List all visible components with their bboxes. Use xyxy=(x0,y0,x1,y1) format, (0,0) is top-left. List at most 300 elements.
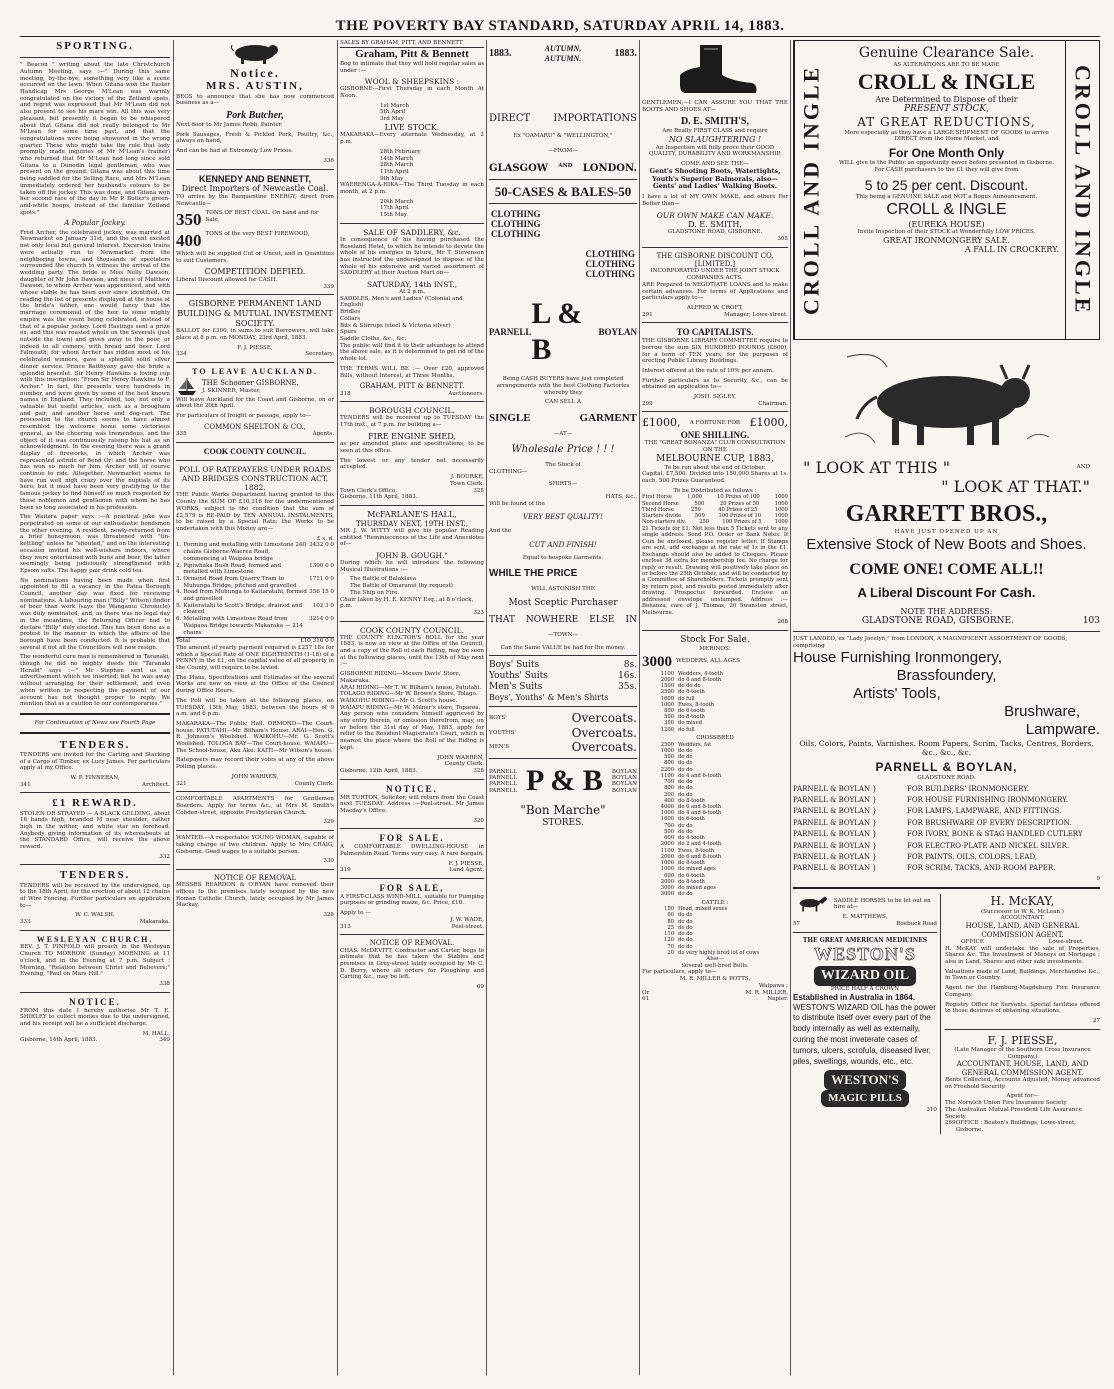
ad-number: 326 xyxy=(323,912,334,919)
pb-firm: PARNELL & BOYLAN } xyxy=(793,864,877,873)
stock-desc: do 4 and 6-tooth xyxy=(678,810,722,817)
boys-youths-shirts: Boys', Youths' & Men's Shirts xyxy=(489,692,609,702)
prize-cell: Third Horse xyxy=(642,506,674,513)
brass: Brassfoundery, xyxy=(896,667,997,685)
pb-list xyxy=(793,785,1100,873)
will-give: WILL give to the Public an opportunity never before presented in Gisborne. For CASH purchasers to the £1 they will give from xyxy=(838,160,1055,174)
borough-body2: as per amended plans and specifications, to be seen at this office. xyxy=(340,441,484,454)
stock-desc: do 4 and 6-tooth xyxy=(678,772,722,779)
column-4 xyxy=(489,40,637,1375)
great-reductions: AT GREAT REDUCTIONS, xyxy=(857,115,1036,130)
stock-count: 3000 xyxy=(660,885,674,892)
price-list xyxy=(489,660,637,692)
ships: Ex "OAMARU" & "WELLINGTON," xyxy=(513,133,613,140)
stock-desc: Wedders, 4-tooth xyxy=(678,670,723,677)
saddlery-time: At 2 p.m. xyxy=(399,289,425,296)
works-row xyxy=(176,563,334,576)
overcoats-2: Overcoats. xyxy=(571,725,637,740)
agent-for: Agent for— xyxy=(1006,1093,1039,1100)
stock-desc: Wedders, fat xyxy=(678,741,712,748)
successor: (Successor to W. K. McLean.) xyxy=(981,908,1064,915)
pb-item: FOR ELECTRO-PLATE AND NICKEL SILVER. xyxy=(907,841,1070,850)
discount: Liberal Discount allowed for CASH. xyxy=(176,277,278,284)
removal-body: MESSRS REARDON & O'RYAN have removed their offices to the premises lately occupied by the new Roman Catholic Church, lately occupied by Mr James Mackay. xyxy=(176,882,334,909)
saddlery-heading: SALE OF SADDLERY, &c. xyxy=(363,227,461,237)
auctioneers: Auctioneers. xyxy=(448,390,484,397)
more-esp: More especially as they have a LARGE SHIPMENT OF GOODS to arrive DIRECT from the Home Market, and xyxy=(844,129,1049,143)
ad-number: 305 xyxy=(777,235,788,242)
live-body: MAKARAKA—Every alternate Wednesday, at 2 p.m. xyxy=(340,132,484,146)
pb-item: FOR HOUSE FURNISHING IRONMONGERY. xyxy=(907,795,1069,804)
stock-desc: do 8-tooth xyxy=(678,797,705,804)
stock-row xyxy=(652,891,788,897)
quality: VERY BEST QUALITY! xyxy=(522,513,603,522)
column-6 xyxy=(793,40,1100,1375)
stock-count: 1000 xyxy=(660,866,674,873)
shilling: ONE SHILLING. xyxy=(680,429,750,440)
wool-heading: WOOL & SHEEPSKINS : xyxy=(364,77,460,87)
stock-count: 600 xyxy=(664,872,674,879)
croll-heading-2: CROLL & INGLE xyxy=(886,201,1007,219)
hall-heading: McFARLANE'S HALL, xyxy=(367,509,457,519)
austin-trade: Pork Butcher, xyxy=(226,109,284,121)
pct: 5 to 25 per cent. Discount. xyxy=(864,176,1029,193)
saddlery-list: SADDLES, Men's and Ladies' (Colonial and English) Bridles Collars Bits & Stirrups (steel & Victoria silver) Spurs Saddle Cloths, &c., &c. xyxy=(340,295,463,342)
direct: DIRECT xyxy=(489,113,531,125)
ccc2-heading: COOK COUNTY COUNCIL. xyxy=(360,625,464,635)
works-value: 102 3 0 xyxy=(312,602,334,609)
stock-count: 2200 xyxy=(660,766,674,773)
no-slaughter: NO SLAUGHTERING ! xyxy=(668,135,762,145)
distributed: To be Distributed as follows : xyxy=(673,487,757,494)
cross-table xyxy=(642,742,788,898)
pb-item: FOR BUILDERS' IRONMONGERY. xyxy=(907,784,1030,793)
price-label: Boys' Suits xyxy=(489,660,540,671)
warren2-date: Gisborne, 12th April, 1883. xyxy=(340,768,418,774)
fall-crockery: A FALL IN CROCKERY. xyxy=(964,245,1059,255)
great-american: THE GREAT AMERICAN MEDICINES xyxy=(802,936,928,944)
pb-row xyxy=(793,785,1100,793)
cut: CUT AND FINISH! xyxy=(529,540,597,549)
stock-sale: Stock For Sale. xyxy=(680,635,750,646)
being-cash: Being CASH BUYERS have just completed arrangements with the best Clothing Factories whereby they xyxy=(496,376,630,396)
works-value: 356 15 0 xyxy=(309,589,334,596)
works-desc: Ormond Road from Quarry Tram to Muhunga Bridge, pitched and gravelled xyxy=(183,575,297,589)
opened: HAVE JUST OPENED UP AN xyxy=(894,529,999,536)
prize-cell: Second Horse xyxy=(642,500,679,507)
kennedy-body2: Which will be supplied Cut or Uncut, and in Quantities to suit Customers. xyxy=(176,251,334,264)
apply-to: Apply to — xyxy=(340,910,371,917)
removal-heading: NOTICE OF REMOVAL xyxy=(213,873,297,882)
single: SINGLE xyxy=(489,412,531,424)
ad-number: 336 xyxy=(323,157,334,164)
prize-cell: Non-starters div. xyxy=(642,519,686,526)
boot-illustration xyxy=(642,40,788,100)
smith-name: D. E. SMITH'S, xyxy=(680,116,750,128)
stock-count: 700 xyxy=(664,822,674,829)
accountant: ACCOUNTANT. xyxy=(1000,915,1045,922)
parnell-stack: PARNELL PARNELL PARNELL PARNELL xyxy=(489,769,517,794)
turton: MR TURTON, Solicitor, will return from the Coast next TUESDAY. Address :—Peel-street. Mr James Macday's Office. xyxy=(340,794,484,814)
stock-desc: do do xyxy=(678,754,693,761)
astonish: WILL ASTONISH THE xyxy=(531,585,595,592)
horse-icon xyxy=(793,894,830,914)
stock-desc: do 8-tooth xyxy=(678,860,705,867)
alterations: AS ALTERATIONS ARE TO BE MADE xyxy=(893,61,1000,68)
westons: WESTON'S xyxy=(814,943,916,964)
prize-cell: 100 Prizes of 10 xyxy=(718,513,762,520)
pb-big-letters: L & B xyxy=(531,297,583,367)
nowhere: NOWHERE xyxy=(525,615,579,626)
ad-number: 310 xyxy=(926,1107,937,1114)
stock-desc: do very highly bred lot of cows xyxy=(678,949,760,956)
also: Also— xyxy=(706,956,724,963)
ad-number: 103 xyxy=(1082,616,1100,627)
discount-co: THE GISBORNE DISCOUNT CO, [LIMITED.] xyxy=(656,251,774,268)
norwich: The Norwich Union Fire Insurance Society The Australian Mutual Provident Life Assurance Society. xyxy=(945,1100,1082,1120)
witty-body: MR J. W. WITTY will give his popular Reading entitled "Reminiscences of the Life and Anecdotes of— xyxy=(340,527,484,548)
first-class: Are Really FIRST CLASS and require xyxy=(662,128,768,135)
stock-count: 1100 xyxy=(660,847,674,854)
established: Established in Australia in 1864. xyxy=(793,993,915,1003)
matthews: E. MATTHEWS, xyxy=(842,914,888,921)
wairoa-body: WAERENGA-A-HIKA—The Third Tuesday in each month, at 2 p.m. xyxy=(340,182,484,196)
capitalists: TO CAPITALISTS. xyxy=(676,327,754,338)
ad-number: 332 xyxy=(159,853,170,860)
stock-count: 1600 xyxy=(660,695,674,702)
live-dates: 28th February 14th March 28th March 11th April 9th May xyxy=(380,148,421,182)
wesleyan-heading: WESLEYAN CHURCH. xyxy=(36,934,154,944)
melbourne: MELBOURNE CUP, 1883, xyxy=(656,453,774,464)
stock-desc: do do xyxy=(678,891,693,898)
parnell: PARNELL xyxy=(489,326,532,337)
security: Further particulars as to Security &c., can be obtained on application to— xyxy=(642,377,788,391)
stock-desc: do 8-tooth xyxy=(678,878,705,885)
perm-sig: F. J. PIESSE, xyxy=(237,344,273,351)
ridings: GISBORNE RIDING—Messrs Davis' Store, Makaraka. ARAI RIDING—Mr T. W. Bilham's house, Patutahi. TOLAGO RIDING—Mr W. Brown's Store, Tolago. WAIKOHU RIDING—Mr G. Scott's house. WAIAPU RIDING—Mr W. Milner's store, Toparoa. xyxy=(340,671,482,711)
pb-row xyxy=(793,819,1100,827)
total-label: Total xyxy=(176,638,191,645)
stock-desc: do do do xyxy=(678,683,701,690)
pb-firm: PARNELL & BOYLAN } xyxy=(793,852,877,861)
liberal-discount: A Liberal Discount For Cash. xyxy=(857,585,1036,601)
pb-row xyxy=(793,830,1100,838)
stock-count: 200 xyxy=(664,791,674,798)
stock-desc: do 8-tooth xyxy=(678,714,705,721)
works-number: 4. xyxy=(176,589,182,596)
austin-body: BEGS to announce that she has now commenced business as a— xyxy=(176,93,334,107)
works-row xyxy=(176,589,334,602)
prize-cell: 10 Prizes of 100 xyxy=(717,494,760,501)
merinos: MERINOS: xyxy=(699,645,731,652)
goods-list: Gent's Shooting Boots, Watertights, Youth's Superior Balmorals, also— Gents' and Ladies' Walking Boots. xyxy=(649,166,781,191)
clothing-stack-2: CLOTHING CLOTHING CLOTHING xyxy=(585,249,635,279)
ad-number: 69 xyxy=(476,984,484,991)
schooner-name: THE Schooner GISBORNE, xyxy=(202,379,299,388)
reward-heading: £1 REWARD. xyxy=(52,797,138,810)
drawn: To be run about the end of October. xyxy=(664,464,766,471)
pb-firm: PARNELL & BOYLAN } xyxy=(793,818,877,827)
stock-count: 2000 xyxy=(660,878,674,885)
tickets: 21 Tickets for £1. Not less than 5 Tickets sent to any single address. Send P.O. Order or Bank Notes. If Coin be enclosed, please register letter. If Stamps are sent, add exchange at the rate of 1s in the £1. Exchange should also be added to Cheques. Please enclose 3d extra for membership fee. No charge for reply or result. Drawing will positively take place on or before the 25th October, and will be conducted by a Committee of Shareholders. Tickets promptly sent by return post, and results posted immediately after drawing. Prospectus forwarded. Enclose an addressed envelope unstamped. Address :— Bonanza, care of J. Thomas, 20 Swanston street, Melbourne. xyxy=(642,525,788,616)
coal-text: TONS OF BEST COAL. On hand and for Sale, xyxy=(205,210,319,223)
can-sell: CAN SELL A xyxy=(544,399,582,406)
ad-number: 319 xyxy=(340,867,351,874)
wool-body: GISBORNE—First Thursday in each Month At Noon. xyxy=(340,86,484,99)
stock-desc: do do xyxy=(678,766,693,773)
look-2: " LOOK AT THAT." xyxy=(941,477,1090,497)
perm-body: BALLOT for £300, in sums to suit Borrowers, will take place at 8 p.m. on MONDAY, 23rd April, 1883. xyxy=(176,328,334,341)
ad-number: 27 xyxy=(1092,1017,1100,1024)
miller-name-2: M. R. MILLER, xyxy=(745,989,788,996)
piesse-role: Land Agent. xyxy=(449,867,484,874)
jockey-article: Fred Archer, the celebrated jockey, was married at Newmarket on January 31st, and the event excited not only local but general interest. Excursion trains were actually run to Newmarket from the neighboring towns, and thousands of spectators surrounded the church to witness the arrival of the wedding party. The bride is Miss Nelly Dawson, daughter of Mr John Dawson, and niece of Matthew Dawson, to whom Archer was apprenticed, and with whose stable he has been ever since identified. On reading the list of presents displayed at the house of the bride's father, one would fancy that the marriage ceremonial of the heir to some mighty empire was the event being celebrated, instead of that of a popular jockey. Lord Hastings sent a prize ox, and this was roasted whole on the Severals (just outside the town) and given away to the poor, or indeed to all comers, with bread and beer. Lord Falmouth, for whom Archer has ridden most of his celebrated winners, gave a splendid solid silver dinner service. Prince Batthyany gave the bride a splendid bracelet. Sir Henry Hawkins a loving cup with this inscription: "From Sir Henry Hawkins to F. Archer." In fact, the presents were hundreds in number, and were given by some of the best known names in England. They included, too, not only a valuable but useful articles, such as a brougham and pair, and another horse and dog-cart. The procession to the church seems to have almost resembled the welcome home some victorious general, as the cheering was tremendous, and the object of it was continuously raising his hat as an acknowledgment. In the evening there was a grand display of fireworks, in which Archer was represented astride of Bend Or; and the horse who has won so much for him. Archer will of course continue to ride. Altogether, Newmarket seems to have run well nigh crazy over the nuptials of its hero; but it must have been very gratifying to the famous jockey to find himself so much respected by those noblemen and gentlemen with whom he has been so long associated in his profession. xyxy=(20,229,170,511)
shirts: SHIRTS— xyxy=(548,481,578,488)
fortune-mid: A FORTUNE FOR xyxy=(689,419,741,426)
piesse-sub: (Late Manager of the Southern Cross Insurance Company,) xyxy=(954,1046,1091,1060)
tenders2-signature: W. C. WALSH, xyxy=(75,912,115,919)
merino-big: 3000 xyxy=(642,653,672,670)
saddlery-body: In consequence of his having purchased the Roseland Hotel, to which he intends to devote the whole of his energies in future, Mr T. Stevenson has instructed the undersigned to dispose of the whole of his extensive and varied assortment of SADDLERY at their Auction Mart on— xyxy=(340,236,484,277)
stock-count: 80 xyxy=(667,918,674,925)
cattle-table xyxy=(642,906,788,956)
stock-count: 1000 xyxy=(660,701,674,708)
tenders-body: TENDERS are invited for the Carting and Stacking of a Cargo of Timber, ex Lucy James. For particulars apply at my Office. xyxy=(20,751,170,772)
stock-count: 600 xyxy=(664,835,674,842)
nominations-article: No nominations having been made when first appointed to fill a vacancy in the Patea Borough Council, another day was fixed for receiving nominations. A labouring man ("Billy" Wilson) finder of beer than work (says the Wanganui Chronicle) was duly nominated, and, as there was no legal day in the meantime, the Returning Officer had to declare "Billy" duly elected. This has been done as a protest to the manner in which the affairs of the borough have been conducted. It is probable that several if not all the Councillors will now resign. xyxy=(20,577,170,651)
kennedy-name: KENNEDY AND BENNETT, xyxy=(198,173,311,184)
prize-cell: 1000 xyxy=(774,506,788,513)
glasgow: GLASGOW xyxy=(489,162,549,174)
austin-address: Next door to Mr James Robb, Painter. xyxy=(176,121,283,128)
pb-item: FOR BRUSHWARE OF EVERY DESCRIPTION. xyxy=(907,818,1072,827)
brushware: Brushware, xyxy=(1004,703,1080,721)
ad-number: 325 xyxy=(473,487,484,494)
year-right: 1883. xyxy=(614,47,637,59)
pb-firm: PARNELL & BOYLAN } xyxy=(793,807,877,816)
office: OFFICE xyxy=(961,938,984,945)
price-value: 16s. xyxy=(618,671,637,682)
borough-heading: BOROUGH COUNCIL. xyxy=(369,406,455,416)
mcdevitt: CHAS. McDEVITT, Contractor and Carter, begs to intimate that he has taken the Stables and premises in Grey-street lately occupied by Mr C. D. Berry, where all orders for Ploughing and Carting &c., may be left. xyxy=(340,947,484,981)
stock-count: 3000 xyxy=(660,891,674,898)
prize-cell: 100 Prizes of 5 xyxy=(722,519,762,526)
warren-sig: JOHN WARREN, xyxy=(231,773,279,780)
prize-cell: 20 Prizes of 50 xyxy=(719,500,760,507)
stock-desc: do 6-tooth xyxy=(678,708,705,714)
warren2-role: County Clerk. xyxy=(444,761,484,768)
pig-illustration xyxy=(176,40,334,66)
westons-body: WESTON'S WIZARD OIL has the power to distribute itself over every part of the body internally as well as externally, curing the most inveterate cases of tumors, ulcers, scrofula, diseased liver, piles, swellings, wounds, etc., etc. xyxy=(793,1002,936,1066)
gpb-sig: GRAHAM, PITT & BENNETT. xyxy=(359,382,465,391)
stock-desc: do do xyxy=(678,931,693,938)
works-desc: Kaiteratahi to Scott's Bridge, drained and cleared xyxy=(183,602,303,616)
bourke-sig: J. BOURKE, xyxy=(450,474,484,481)
stock-count: 110 xyxy=(664,931,674,938)
prize-cell: 500 xyxy=(694,500,705,507)
stock-count: 500 xyxy=(664,828,674,835)
firewood-quantity: 400 xyxy=(176,230,202,250)
stock-count: 2000 xyxy=(660,841,674,848)
extensive: Extensive Stock of New Boots and Shoes. xyxy=(806,535,1087,553)
artists: Artists' Tools, xyxy=(853,685,941,703)
stock-desc: do 2 and 4-tooth xyxy=(678,841,722,848)
total-value: £10,316 0 0 xyxy=(300,638,334,645)
stock-count: 1000 xyxy=(660,810,674,817)
bull-illustration xyxy=(793,344,1100,454)
stock-desc: do do xyxy=(678,912,693,919)
importations: IMPORTATIONS xyxy=(553,113,637,125)
works-desc: Pipiwhaka Bush Road, formed and metalled with Limestone xyxy=(183,562,282,576)
hf: House Furnishing Ironmongery, xyxy=(793,649,1002,667)
garrett-address: GLADSTONE ROAD, GISBORNE. xyxy=(861,616,1014,627)
stock-desc: do full xyxy=(678,695,695,702)
jockey-heading: A Popular Jockey. xyxy=(64,219,126,228)
overcoat-label-youths: YOUTHS' xyxy=(489,729,516,736)
stock-desc: Ewes, 8-tooth xyxy=(678,701,715,708)
and: AND xyxy=(558,162,573,169)
equal: Equal to bespoke Garments. xyxy=(522,554,604,561)
reward-body: STOLEN OR STRAYED — A BLACK GELDING, about 16 hands high, branded M near shoulder, rather high in the wither, and white star on forehead. Anybody giving information of its whereabouts at the STANDARD Office, will receive the above reward. xyxy=(20,810,170,851)
austin-prices: And can be had at Extremely Low Prices. xyxy=(176,148,293,155)
office2: OFFICE : Beaton's Buildings, Lowe-street, Gisborne. xyxy=(955,1120,1076,1133)
wanted-ad: WANTED.—A respectable YOUNG WOMAN, capable of taking charge of two children. Apply to Mrs CRAIG, Gisborne. Good wages to a suitable person. xyxy=(176,835,334,855)
stock-count: 500 xyxy=(664,714,674,721)
gpb-heading: Graham, Pitt & Bennett xyxy=(355,47,469,60)
pb-address: GLADSTONE ROAD. xyxy=(917,774,976,781)
notice2-heading: NOTICE. xyxy=(386,783,438,794)
austin-items: Pork Sausages, Fresh & Pickled Pork, Poultry, &c., always on hand, xyxy=(176,131,334,145)
ad-number: 341 xyxy=(20,781,31,788)
stock-desc: do 6-tooth xyxy=(678,872,705,879)
objection: Any person who considers himself aggrieved by any entry therein, or omission therefrom, may, on or before the 31st day of May, 1883, apply for relief to the Resident Magistrate's Court, which is nearest the place where the Roll of the Riding is kept. xyxy=(340,711,484,751)
stock-desc: do do xyxy=(678,924,693,931)
stock-count: 2500 xyxy=(660,741,674,748)
column-1 xyxy=(20,40,170,1375)
stock-desc: Head, mixed sexes xyxy=(678,906,728,913)
prize-cell: 1,000 xyxy=(687,494,702,501)
lowe: Lowe-street. xyxy=(1048,938,1084,945)
stock-desc: do 6 and 8-tooth xyxy=(678,853,722,860)
competition: COMPETITION DEFIED. xyxy=(204,267,306,277)
works-number: 6. xyxy=(176,616,182,623)
borough-lowest: The lowest or any tender not necessarily accepted. xyxy=(340,457,484,471)
genuine2: This being a GENUINE SALE and NOT a Bogus Announcement. xyxy=(855,193,1038,200)
clothing-block xyxy=(489,208,637,288)
pb-item: FOR SCRIM, TACKS, AND ROOM PAPER. xyxy=(907,864,1056,873)
ad-number: 291 xyxy=(642,311,653,318)
prize-cell: 250 xyxy=(691,506,701,513)
notice-date: Gisborne, 14th April, 1883. xyxy=(20,1037,98,1044)
column-3 xyxy=(340,40,484,1375)
stock-row xyxy=(652,727,788,733)
croft-name: ALFRED W. CROFT, xyxy=(686,304,744,311)
stock-desc: do do xyxy=(678,791,693,798)
tenders2-place: Makaraka. xyxy=(139,919,170,926)
poll-body: THE Public Works Department having granted to this County the SUM OF £10,316 for the undermentioned WORKS, subject to the condition that the sum of £2,579 is RE-PAID by TEN ANNUAL INSTALMENTS, to be raised by a Special Rate; the Works to be undertaken with this Money are— xyxy=(176,492,334,532)
sceptic: Most Sceptic Purchaser xyxy=(508,598,618,609)
stock-count: 60 xyxy=(667,912,674,919)
merino-text: WEDDERS, ALL AGES xyxy=(676,658,740,665)
croll-side-right: CROLL AND INGLE xyxy=(1065,41,1099,339)
pb-item: FOR PAINTS, OILS, COLORS, LEAD, xyxy=(907,852,1038,861)
hats: HATS, &c., xyxy=(605,494,637,500)
notice-signature: M. HALL, xyxy=(142,1030,170,1037)
pb-firm: PARNELL & BOYLAN } xyxy=(793,784,877,793)
prize-cell: 500 xyxy=(694,513,705,520)
dwelling: A COMFORTABLE DWELLING-HOUSE in Palmerston Road. Terms very easy. A rare bargain. xyxy=(340,844,484,857)
price-row xyxy=(489,660,637,671)
merino-table xyxy=(642,671,788,733)
ad-number: 269 xyxy=(945,1120,956,1127)
stock-count: 1000 xyxy=(660,747,674,754)
sales-by: SALES BY GRAHAM, PITT, AND BENNETT xyxy=(340,40,484,48)
stock-count: 4000 xyxy=(660,803,674,810)
stock-count: 400 xyxy=(664,797,674,804)
bonanza: THE "GREAT BONANZA" CLUB CONSULTATION ON THE xyxy=(644,440,786,454)
stock-count: 1000 xyxy=(660,860,674,867)
ad-number: 338 xyxy=(159,981,170,987)
tenders2-body: TENDERS will be received by the undersigned, up to the 18th April, for the erection of about 12 chains of Wire Fencing. Further particulars on application to— xyxy=(20,882,170,909)
pb-big-letters-2: P & B xyxy=(526,764,603,798)
prize-cell: 40 Prizes of 25 xyxy=(718,506,758,513)
fortune-1: £1000, xyxy=(642,416,681,430)
wade-street: Peel-street. xyxy=(451,923,484,930)
stock-desc: do 4-tooth xyxy=(678,835,705,842)
coal-quantity: 350 xyxy=(176,210,202,230)
notice-heading: NOTICE. xyxy=(69,996,121,1007)
come-all: COME ONE! COME ALL!! xyxy=(849,560,1044,578)
stock-count: 500 xyxy=(664,754,674,761)
fire-engine: FIRE ENGINE SHED, xyxy=(368,431,456,441)
stock-desc: do do xyxy=(678,937,693,944)
ad-number: 330 xyxy=(323,858,334,865)
magic-pills: MAGIC PILLS xyxy=(821,1090,909,1107)
works-list xyxy=(176,542,334,636)
stock-count: 800 xyxy=(664,760,674,767)
stock-count: 1100 xyxy=(660,772,674,779)
autumn-2: AUTUMN. xyxy=(544,53,582,63)
works-value: 1711 0 0 xyxy=(309,575,334,582)
westons-2: WESTON'S xyxy=(824,1070,906,1090)
pb-row xyxy=(793,842,1100,850)
notice-body: FROM this date I hereby authorise Mr T. E. SHIRLEY to collect monies due to the undersigned, and his receipt will be a sufficient discharge. xyxy=(20,1007,170,1027)
croll-heading: CROLL & INGLE xyxy=(857,68,1036,94)
sporting-heading: SPORTING. xyxy=(56,40,134,52)
ad-number: 323 xyxy=(473,609,484,616)
found: Will be found of the xyxy=(489,500,545,507)
stock-desc: Ewes, 8-tooth xyxy=(678,847,715,854)
works-number: 5. xyxy=(176,602,182,609)
apartments-ad: COMFORTABLE APARTMENTS for Gentlemen Boarders. Apply for terms &c., at Mrs M. Smith's Cobden-street, opposite Presbyterian Church. xyxy=(176,796,334,816)
stock-count: 70 xyxy=(667,943,674,950)
clothing-stack-1: CLOTHING CLOTHING CLOTHING xyxy=(491,209,541,239)
stock-desc: do do xyxy=(678,779,693,786)
stock-count: 700 xyxy=(664,779,674,786)
wesleyan-body: REV. J. T. PINFOLD will preach in the Wesleyan Church TO MORROW (Sunday) MORNING at 11 o'clock, and in the Evening at 7 p.m. Subject : Morning, "Relation between Christ and Believers;" Evening, "Paul on Mars Hill." xyxy=(20,944,170,978)
fortune-2: £1000, xyxy=(749,416,788,430)
tenders2-heading: TENDERS. xyxy=(59,869,131,882)
pb-row xyxy=(793,864,1100,872)
stock-desc: do do xyxy=(678,918,693,925)
agents: Agents. xyxy=(312,431,334,438)
waipawa: Waipawa ; xyxy=(758,982,788,989)
tenders-heading: TENDERS. xyxy=(59,738,131,751)
stock-desc: do full xyxy=(678,726,695,733)
one-month: For One Month Only xyxy=(888,146,1005,161)
prize-cell: First Horse xyxy=(642,494,672,501)
bulls: Several well-bred Bulls. xyxy=(681,962,749,969)
